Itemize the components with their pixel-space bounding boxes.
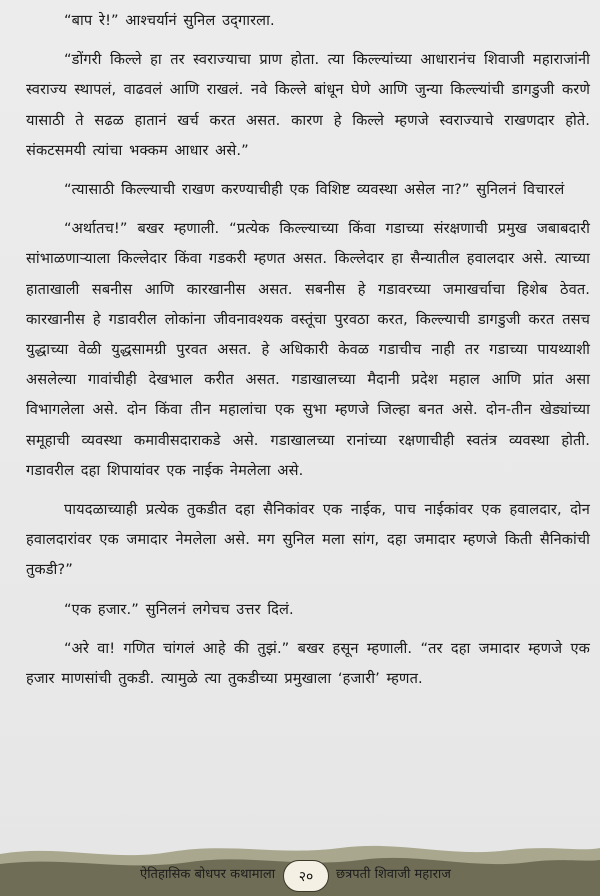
paragraph: “अरे वा! गणित चांगलं आहे की तुझं.” बखर हसून म्हणाली. “तर दहा जमादार म्हणजे एक हजार माणसांची तुकडी. त्यामुळे त्या तुकडीच्या प्रमुखाला ‘हजारी’ म्हणत. (26, 639, 590, 688)
paragraph: “एक हजार.” सुनिलनं लगेचच उत्तर दिलं. (64, 600, 294, 618)
paragraph: “त्यासाठी किल्ल्याची राखण करण्याचीही एक विशिष्ट व्यवस्था असेल ना?” सुनिलनं विचारलं (64, 181, 565, 199)
book-title: छत्रपती शिवाजी महाराज (336, 867, 451, 882)
series-title: ऐतिहासिक बोधपर कथामाला (140, 867, 276, 882)
paragraph: पायदळाच्याही प्रत्येक तुकडीत दहा सैनिकांवर एक नाईक, पाच नाईकांवर एक हवालदार, दोन हवालदारांवर एक जमादार नेमलेला असे. मग सुनिल मला सांग, दहा जमादार म्हणजे किती सैनिकांची तुकडी?” (26, 501, 590, 579)
paragraph: “बाप रे!” आश्चर्यानं सुनिल उद्‌गारला. (64, 12, 275, 29)
body-text (26, 6, 590, 694)
paragraph: “डोंगरी किल्ले हा तर स्वराज्याचा प्राण होता. त्या किल्ल्यांच्या आधारानंच शिवाजी महाराजांनी स्वराज्य स्थापलं, वाढवलं आणि राखलं. नवे किल्ले बांधून घेणे आणि जुन्या किल्ल्यांची डागडुजी करणे यासाठी ते सढळ हातानं खर्च करत असत. कारण हे किल्ले म्हणजे स्वराज्याचे राखणदार होते. संकटसमयी त्यांचा भक्कम आधार असे.” (26, 51, 590, 159)
page-number: २० (283, 860, 329, 892)
page-footer (0, 836, 600, 896)
paragraph: “अर्थातच!” बखर म्हणाली. “प्रत्येक किल्ल्याच्या किंवा गडाच्या संरक्षणाची प्रमुख जबाबदारी सांभाळणाऱ्याला किल्लेदार किंवा गडकरी म्हणत असत. किल्लेदार हा सैन्यातील हवालदार असे. त्याच्या हाताखाली सबनीस आणि कारखानीस असत. सबनीस हे गडावरच्या जमाखर्चाचा हिशेब ठेवत. कारखानीस हे गडावरील लोकांना जीवनावश्यक वस्तूंचा पुरवठा करत, किल्ल्याची डागडुजी करत तसच युद्धाच्या वेळी युद्धसामग्री पुरवत असत. हे अधिकारी केवळ गडाचीच नाही तर गडाच्या पायथ्याशी असलेल्या गावांचीही देखभाल करीत असत. गडाखालच्या मैदानी प्रदेश महाल आणि प्रांत असा विभागलेला असे. दोन किंवा तीन महालांचा एक सुभा म्हणजे जिल्हा बनत असे. दोन-तीन खेड्यांच्या समूहाची व्यवस्था कमावीसदाराकडे असे. गडाखालच्या रानांच्या रक्षणाचीही स्वतंत्र व्यवस्था होती. गडावरील दहा शिपायांवर एक नाईक नेमलेला असे. (26, 220, 590, 479)
